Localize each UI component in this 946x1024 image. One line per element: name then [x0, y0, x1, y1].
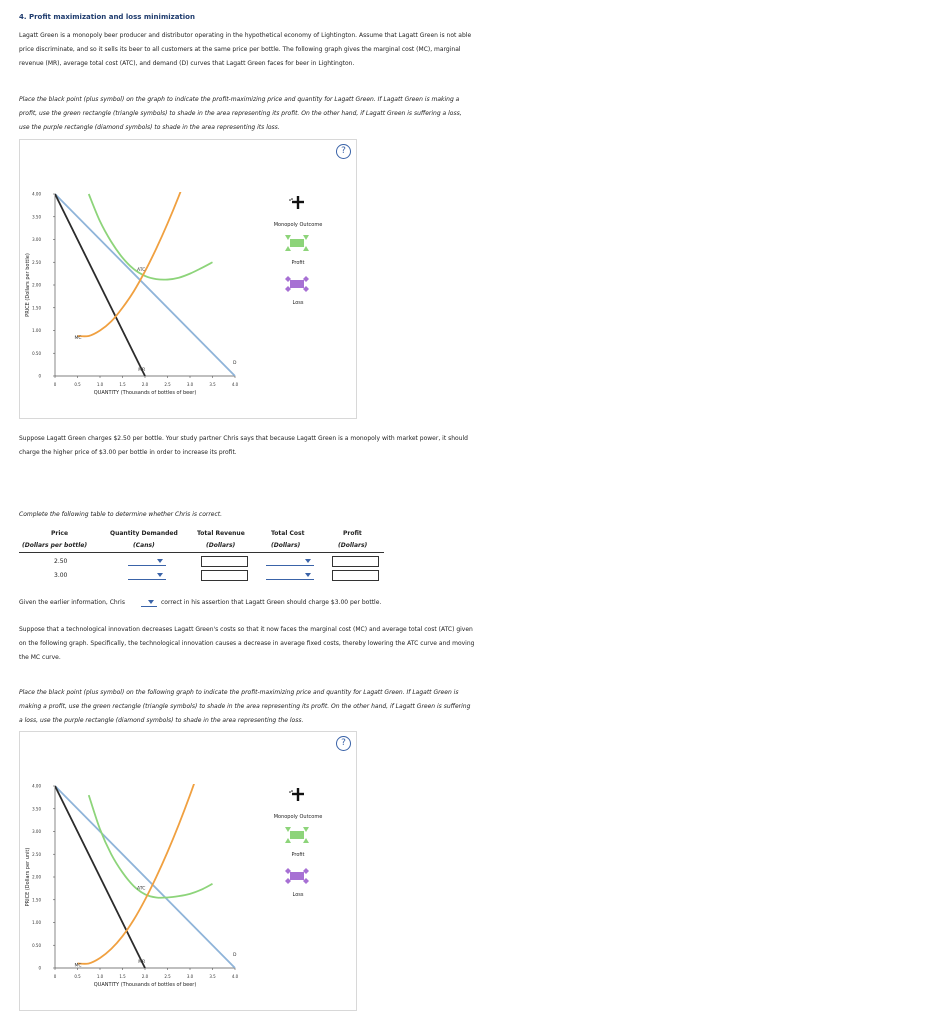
loss-rectangle-tool[interactable] [285, 868, 309, 884]
graph-panel-2 [19, 731, 357, 1011]
instructions-line: a loss, use the purple rectangle (diamond symbols) to shade in the area representing the loss. [19, 717, 304, 724]
plus-icon [283, 194, 311, 212]
header-total-cost-unit: (Dollars) [271, 542, 301, 549]
header-profit-unit: (Dollars) [338, 542, 368, 549]
x-tick-label: 1.5 [119, 974, 126, 979]
graph-panel-1 [19, 139, 357, 419]
y-tick-label: 1.00 [32, 920, 41, 925]
x-tick-label: 3.5 [209, 974, 216, 979]
y-tick-label: 4.00 [32, 191, 41, 197]
tech-line: Suppose that a technological innovation decreases Lagatt Green's costs so that it now faces the marginal cost (MC) and average total cost (ATC) given [19, 626, 473, 633]
header-total-cost: Total Cost [271, 530, 305, 537]
instructions-line: Place the black point (plus symbol) on the following graph to indicate the profit-maximizing price and quantity for Lagatt Green. If Lagatt Green is [19, 689, 459, 696]
label-mc: MC [74, 963, 82, 969]
curve-d [55, 194, 235, 376]
quantity-dropdown-row2[interactable] [128, 570, 166, 580]
y-tick-label: 3.00 [32, 237, 41, 242]
x-axis-title: QUANTITY (Thousands of bottles of beer) [93, 982, 197, 988]
y-tick-label: 2.50 [32, 851, 41, 857]
x-tick-label: 2.0 [141, 974, 149, 979]
y-axis-title: PRICE (Dollars per unit) [25, 847, 31, 907]
plus-icon [283, 786, 311, 804]
label-atc: ATC [137, 886, 146, 892]
x-tick-label: 3.0 [186, 382, 194, 387]
legend-profit: Profit [291, 852, 305, 858]
help-icon[interactable]: ? [336, 144, 351, 159]
y-tick-label: 0 [38, 373, 41, 379]
label-d: D [233, 953, 237, 958]
x-tick-label: 3.0 [186, 974, 194, 979]
x-tick-label: 3.5 [209, 382, 216, 387]
instructions-line: Place the black point (plus symbol) on the graph to indicate the profit-maximizing price and quantity for Lagatt Green. If Lagatt Green is making a [19, 96, 460, 103]
scenario-line: charge the higher price of $3.00 per bottle in order to increase its profit. [19, 449, 237, 456]
x-tick-label: 0 [53, 974, 57, 979]
y-tick-label: 0.50 [32, 350, 41, 356]
x-tick-label: 4.0 [231, 974, 239, 979]
scenario-paragraph [19, 432, 539, 460]
table-intro: Complete the following table to determine whether Chris is correct. [19, 511, 223, 518]
header-total-revenue: Total Revenue [197, 530, 245, 537]
profit-input-row2[interactable] [332, 570, 379, 581]
x-tick-label: 2.5 [164, 974, 171, 979]
black-point-tool[interactable] [283, 194, 311, 212]
assertion-after: correct in his assertion that Lagatt Green should charge $3.00 per bottle. [161, 599, 382, 606]
header-price-unit: (Dollars per bottle) [22, 542, 88, 549]
y-tick-label: 3.00 [32, 829, 41, 834]
label-mr: MR [138, 960, 146, 965]
intro-line: price discriminate, and so it sells its beer to all customers at the same price per bottle. The following graph gives the marginal cost (MC), marginal [19, 46, 461, 53]
curve-d [55, 786, 235, 968]
legend-loss: Loss [292, 300, 304, 306]
y-tick-label: 2.00 [32, 874, 41, 880]
label-mc: MC [74, 335, 82, 341]
total-revenue-input-row1[interactable] [201, 556, 248, 567]
legend-profit: Profit [291, 260, 305, 266]
x-tick-label: 0.5 [74, 382, 81, 387]
help-icon[interactable]: ? [336, 736, 351, 751]
x-tick-label: 1.0 [96, 382, 104, 387]
chris-correct-dropdown[interactable] [141, 597, 157, 607]
label-d: D [233, 361, 237, 366]
legend-monopoly-outcome: Monopoly Outcome [273, 222, 323, 228]
x-axis-title: QUANTITY (Thousands of bottles of beer) [93, 390, 197, 396]
x-tick-label: 4.0 [231, 382, 239, 387]
instructions-1 [19, 93, 539, 135]
triangle-icon [285, 827, 309, 843]
intro-paragraph [19, 29, 539, 71]
label-atc: ATC [137, 267, 146, 273]
legend-loss: Loss [292, 892, 304, 898]
y-tick-label: 1.50 [32, 305, 41, 311]
y-tick-label: 0 [38, 965, 41, 971]
y-axis-title: PRICE (Dollars per bottle) [25, 253, 31, 317]
triangle-icon [285, 235, 309, 251]
y-tick-label: 1.50 [32, 897, 41, 903]
total-cost-dropdown-row2[interactable] [266, 570, 314, 580]
scenario-line: Suppose Lagatt Green charges $2.50 per bottle. Your study partner Chris says that because Lagatt Green is a monopoly with market power, it should [19, 435, 468, 442]
diamond-icon [285, 276, 309, 292]
quantity-dropdown-row1[interactable] [128, 556, 166, 566]
curve-mr [55, 786, 145, 968]
y-tick-label: 0.50 [32, 942, 41, 948]
x-tick-label: 0 [53, 382, 57, 387]
intro-line: Lagatt Green is a monopoly beer producer and distributor operating in the hypothetical economy of Lightington. Assume that Lagatt Green is not able [19, 32, 472, 39]
tech-line: the MC curve. [19, 654, 61, 661]
header-quantity-unit: (Cans) [133, 542, 155, 549]
tech-paragraph [19, 623, 539, 665]
page-title: 4. Profit maximization and loss minimization [19, 13, 195, 21]
legend-monopoly-outcome: Monopoly Outcome [273, 814, 323, 820]
instructions-line: making a profit, use the green rectangle (triangle symbols) to shade in the area representing its profit. On the other hand, if Lagatt Green is suffering [19, 703, 471, 710]
profit-rectangle-tool[interactable] [285, 827, 309, 843]
profit-input-row1[interactable] [332, 556, 379, 567]
instructions-2 [19, 686, 539, 728]
intro-line: revenue (MR), average total cost (ATC), and demand (D) curves that Lagatt Green faces for beer in Lightington. [19, 60, 355, 67]
black-point-tool[interactable] [283, 786, 311, 804]
table-header-divider [19, 552, 384, 553]
curve-mc [78, 732, 213, 964]
x-tick-label: 2.0 [141, 382, 149, 387]
y-tick-label: 3.50 [32, 806, 41, 812]
loss-rectangle-tool[interactable] [285, 276, 309, 292]
header-profit: Profit [343, 530, 362, 537]
y-tick-label: 2.00 [32, 282, 41, 288]
instructions-line: use the purple rectangle (diamond symbols) to shade in the area representing its loss. [19, 124, 280, 131]
y-tick-label: 1.00 [32, 328, 41, 333]
row-price: 2.50 [54, 558, 68, 565]
instructions-line: profit, use the green rectangle (triangle symbols) to shade in the area representing its profit. On the other hand, if Lagatt Green is suffering a loss, [19, 110, 462, 117]
x-tick-label: 1.5 [119, 382, 126, 387]
x-tick-label: 2.5 [164, 382, 171, 387]
assertion-before: Given the earlier information, Chris [19, 599, 125, 606]
header-total-revenue-unit: (Dollars) [206, 542, 236, 549]
header-price: Price [51, 530, 69, 537]
x-tick-label: 0.5 [74, 974, 81, 979]
x-tick-label: 1.0 [96, 974, 104, 979]
y-tick-label: 3.50 [32, 214, 41, 220]
total-revenue-input-row2[interactable] [201, 570, 248, 581]
label-mr: MR [138, 368, 146, 373]
y-tick-label: 2.50 [32, 259, 41, 265]
diamond-icon [285, 868, 309, 884]
total-cost-dropdown-row1[interactable] [266, 556, 314, 566]
row-price: 3.00 [54, 572, 68, 579]
y-tick-label: 4.00 [32, 783, 41, 789]
header-quantity: Quantity Demanded [110, 530, 178, 537]
tech-line: on the following graph. Specifically, the technological innovation causes a decrease in average fixed costs, thereby lowering the ATC curve and moving [19, 640, 475, 647]
profit-rectangle-tool[interactable] [285, 235, 309, 251]
curve-atc [89, 194, 213, 280]
